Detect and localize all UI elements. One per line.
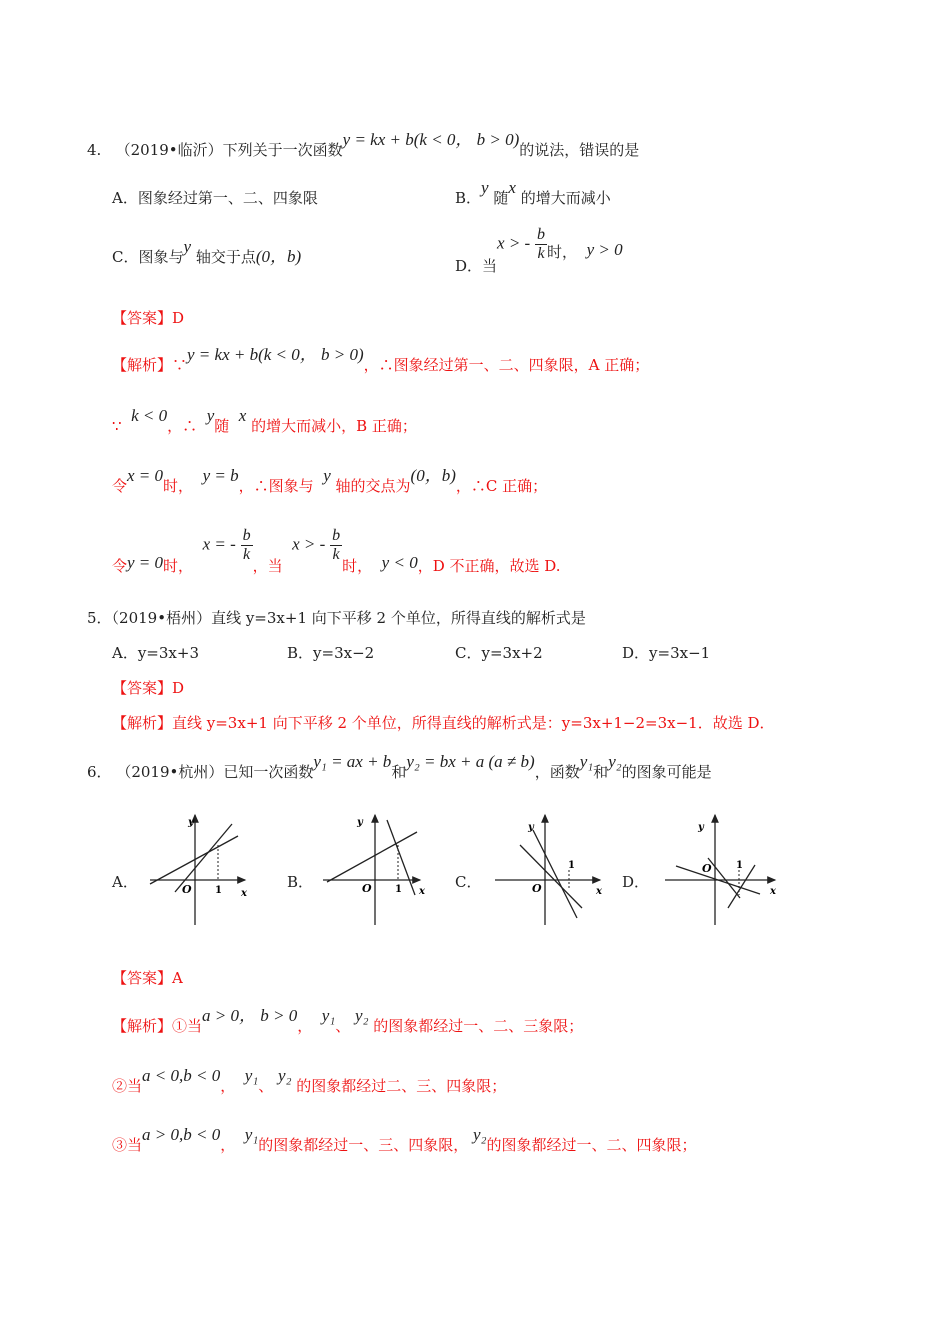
- q6-label-c: C．: [455, 873, 482, 891]
- q5-answer: 【答案】D: [112, 679, 185, 697]
- one-label: 1: [215, 885, 222, 896]
- q4-analysis-3: 令x = 0时， y = b，∴图象与 y 轴的交点为(0，b)，∴C 正确；: [112, 466, 548, 495]
- y-label: y: [188, 817, 194, 828]
- q6-label-d: D．: [622, 873, 650, 891]
- x-label: x: [419, 886, 425, 897]
- y-label: y: [698, 822, 704, 833]
- line-3: [728, 865, 755, 908]
- q5-option-d: D．y=3x−1: [622, 644, 711, 662]
- q5-option-a: A．y=3x+3: [112, 644, 199, 662]
- q6-label-b: B．: [287, 873, 314, 891]
- q4-option-c: C．图象与y 轴交于点(0，b): [112, 237, 302, 266]
- q4-analysis-1: 【解析】∵y = kx + b(k < 0， b > 0)，∴图象经过第一、二、四象限，A 正确；: [112, 345, 650, 374]
- q4-option-a: A．图象经过第一、二、四象限: [112, 189, 318, 207]
- line-1: [520, 845, 582, 908]
- q5-option-b: B．y=3x−2: [287, 644, 375, 662]
- q6-graph-c: [490, 810, 610, 930]
- q5-option-c: C．y=3x+2: [455, 644, 543, 662]
- one-label: 1: [568, 860, 575, 871]
- q5-analysis: 【解析】直线 y=3x+1 向下平移 2 个单位，所得直线的解析式是：y=3x+1−2=3x−1．故选 D．: [112, 714, 775, 732]
- q4-answer: 【答案】D: [112, 309, 185, 327]
- q6-question: 6． （2019•杭州）已知一次函数y₁ = ax + b和y₂ = bx + a (a ≠ b)，函数y₁和y₂的图象可能是: [87, 752, 712, 781]
- q6-graph-b: [315, 810, 435, 930]
- q4-analysis-4: 令y = 0时， x = - $\frac{b}{k}$ ，当 x > - $\frac{b}{k}$ 时， y < 0，D 不正确，故选 D.: [112, 527, 561, 575]
- q6-graph-d: [660, 810, 785, 930]
- x-label: x: [596, 886, 602, 897]
- x-label: x: [241, 888, 247, 899]
- one-label: 1: [395, 884, 402, 895]
- q4-analysis-2: ∵ k < 0，∴ y随 x 的增大而减小，B 正确；: [112, 406, 417, 435]
- q6-analysis-2: ②当a < 0,b < 0， y₁、 y₂ 的图象都经过二、三、四象限；: [112, 1066, 507, 1095]
- q6-label-a: A．: [112, 873, 138, 891]
- q6-answer: 【答案】A: [112, 969, 183, 987]
- q4-question: 4. （2019•临沂）下列关于一次函数y = kx + b(k < 0， b > 0)的说法，错误的是: [87, 130, 640, 159]
- q5-question: 5．（2019•梧州）直线 y=3x+1 向下平移 2 个单位，所得直线的解析式是: [87, 609, 586, 627]
- line-2: [533, 830, 577, 918]
- q6-graph-a: [140, 810, 260, 930]
- line-1: [150, 836, 238, 884]
- q6-analysis-1: 【解析】①当a > 0， b > 0， y₁、 y₂ 的图象都经过一、二、三象限；: [112, 1006, 584, 1035]
- one-label: 1: [736, 860, 743, 871]
- q6-analysis-3: ③当a > 0,b < 0， y₁的图象都经过一、三、四象限， y₂的图象都经过一、二、四象限；: [112, 1125, 697, 1154]
- y-label: y: [528, 822, 534, 833]
- q4-option-d: D．当x > - $\frac{b}{k}$ 时， y > 0: [455, 226, 623, 275]
- y-label: y: [357, 817, 363, 828]
- line-2: [175, 824, 232, 892]
- origin-label: O: [532, 882, 542, 895]
- origin-label: O: [362, 882, 372, 895]
- origin-label: O: [702, 862, 712, 875]
- origin-label: O: [182, 883, 192, 896]
- x-label: x: [770, 886, 776, 897]
- q4-option-b: B．y 随x 的增大而减小: [455, 178, 611, 207]
- line-1: [327, 832, 417, 882]
